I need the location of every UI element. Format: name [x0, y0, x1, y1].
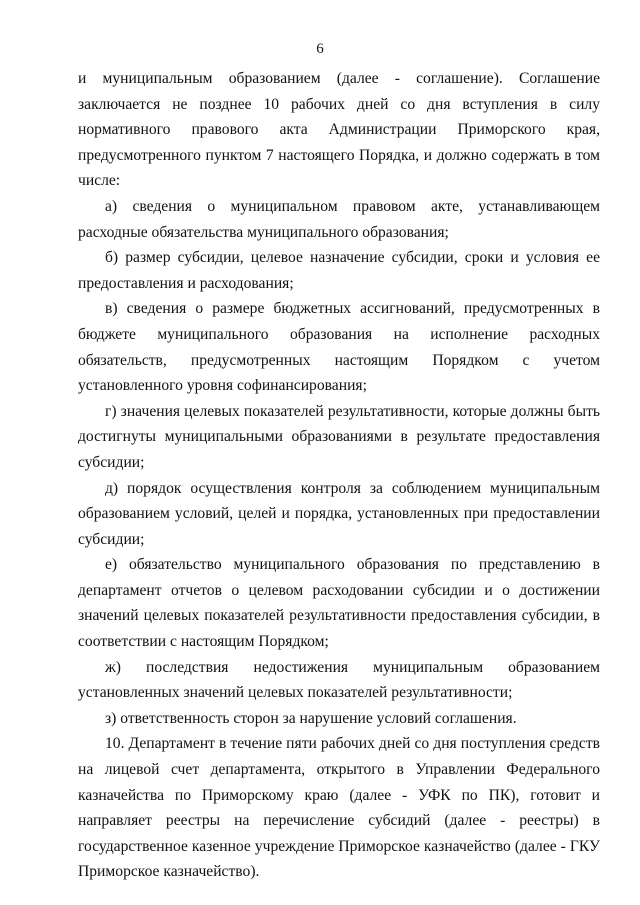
list-item-v: в) сведения о размере бюджетных ассигнований, предусмотренных в бюджете муниципального образования на исполнение расходных обязательств, предусмотренных настоящим Порядком с учетом установленного уровня софинансирования;: [78, 300, 600, 395]
paragraph-agreement-terms: и муниципальным образованием (далее - соглашение). Соглашение заключается не позднее 10 рабочих дней со дня вступления в силу нормативного правового акта Администрации Приморского края, предусмотренного пунктом 7 настоящего Порядка, и должно содержать в том числе:: [78, 70, 600, 190]
page-number: 6: [316, 41, 324, 57]
list-item-d: д) порядок осуществления контроля за соблюдением муниципальным образованием условий, целей и порядка, установленных при предоставлении субсидии;: [78, 479, 600, 548]
list-item-z: з) ответственность сторон за нарушение условий соглашения.: [105, 709, 517, 727]
list-item-g: г) значения целевых показателей результативности, которые должны быть достигнуты муниципальными образованиями в результате предоставления субсидии;: [78, 402, 600, 471]
list-item-zh: ж) последствия недостижения муниципальным образованием установленных значений целевых показателей результативности;: [78, 658, 600, 702]
list-item-a: а) сведения о муниципальном правовом акте, устанавливающем расходные обязательства муниципального образования;: [78, 197, 600, 241]
list-item-e: е) обязательство муниципального образования по представлению в департамент отчетов о целевом расходовании субсидии и о достижении значений целевых показателей результативности предоставления субсидии, в соответствии с настоящим Порядком;: [78, 556, 600, 651]
paragraph-section-10: 10. Департамент в течение пяти рабочих дней со дня поступления средств на лицевой счет департамента, открытого в Управлении Федерального казначейства по Приморскому краю (далее - УФК по ПК), готовит и направляет реестры на перечисление субсидий (далее - реестры) в государственное казенное учреждение Приморское казначейство (далее - ГКУ Приморское казначейство).: [78, 735, 600, 881]
document-body: [78, 66, 600, 885]
list-item-b: б) размер субсидии, целевое назначение субсидии, сроки и условия ее предоставления и расходования;: [78, 249, 600, 292]
